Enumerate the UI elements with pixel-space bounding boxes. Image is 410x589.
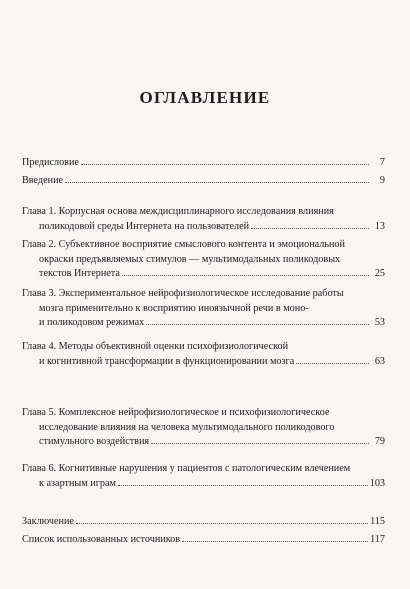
toc-entry-line: стимульного воздействия — [39, 436, 150, 447]
toc-entry-chapter-5 — [22, 406, 385, 450]
toc-entry-title: Предисловие — [22, 157, 79, 168]
toc-entry-line: текстов Интернета — [39, 268, 120, 279]
toc-entry-line: Глава 5. Комплексное нейрофизиологическое и психофизиологическое — [22, 407, 330, 418]
toc-entry-conclusion — [22, 515, 385, 530]
toc-entry-line: Глава 6. Когнитивные нарушения у пациентов с патологическим влечением — [22, 463, 351, 474]
toc-entry-line: к азартным играм — [39, 477, 116, 489]
dot-leader — [146, 324, 369, 325]
toc-entry-line: поликодовой среды Интернета на пользователей — [39, 220, 250, 232]
toc-entry-line: и поликодовом режимах — [39, 317, 145, 328]
toc-entry-line: Глава 4. Методы объективной оценки психофизиологической — [22, 341, 289, 352]
toc-page-number: 79 — [374, 436, 385, 447]
toc-entry-line: исследование влияния на человека мультимодального поликодового — [39, 421, 335, 433]
toc-entry-title: Список использованных источников — [22, 534, 181, 545]
toc-entry-preface — [22, 156, 385, 171]
toc-page-number: 63 — [374, 355, 385, 367]
toc-page-number: 117 — [370, 534, 385, 545]
dot-leader — [76, 523, 368, 524]
toc-entry-title: Введение — [22, 175, 64, 186]
toc-entry-line: окраски предъявляемых стимулов — мультимодальных поликодовых — [39, 253, 341, 265]
toc-page-number: 103 — [369, 477, 385, 489]
page-title: ОГЛАВЛЕНИЕ — [139, 88, 271, 107]
toc-entry-line: мозга применительно к восприятию иноязычной речи в моно- — [39, 302, 309, 314]
dot-leader — [182, 541, 368, 542]
toc-page-number: 13 — [374, 220, 385, 232]
toc-page-number: 7 — [379, 157, 385, 168]
dot-leader — [296, 363, 369, 364]
dot-leader — [122, 275, 369, 276]
toc-page-number: 25 — [374, 268, 385, 279]
toc-entry-chapter-4 — [22, 340, 385, 369]
toc-page-number: 115 — [370, 516, 385, 527]
dot-leader — [81, 164, 369, 165]
toc-entry-chapter-3 — [22, 287, 385, 331]
toc-page-number: 53 — [374, 317, 385, 328]
toc-entry-introduction — [22, 174, 385, 189]
dot-leader — [251, 228, 369, 229]
toc-page-number: 9 — [379, 175, 385, 186]
toc-entry-line: Глава 1. Корпусная основа междисциплинарного исследования влияния — [22, 206, 334, 217]
toc-entry-chapter-6 — [22, 462, 385, 491]
toc-entry-line: и когнитивной трансформации в функционировании мозга — [39, 355, 295, 367]
dot-leader — [65, 182, 369, 183]
toc-entry-title: Заключение — [22, 516, 74, 527]
toc-entry-chapter-2 — [22, 238, 385, 282]
dot-leader — [151, 443, 369, 444]
toc-entry-references — [22, 533, 385, 548]
toc-entry-line: Глава 3. Экспериментальное нейрофизиологическое исследование работы — [22, 288, 344, 299]
toc-entry-line: Глава 2. Субъективное восприятие смыслового контента и эмоциональной — [22, 239, 345, 250]
toc-entry-chapter-1 — [22, 205, 385, 234]
dot-leader — [118, 485, 368, 486]
